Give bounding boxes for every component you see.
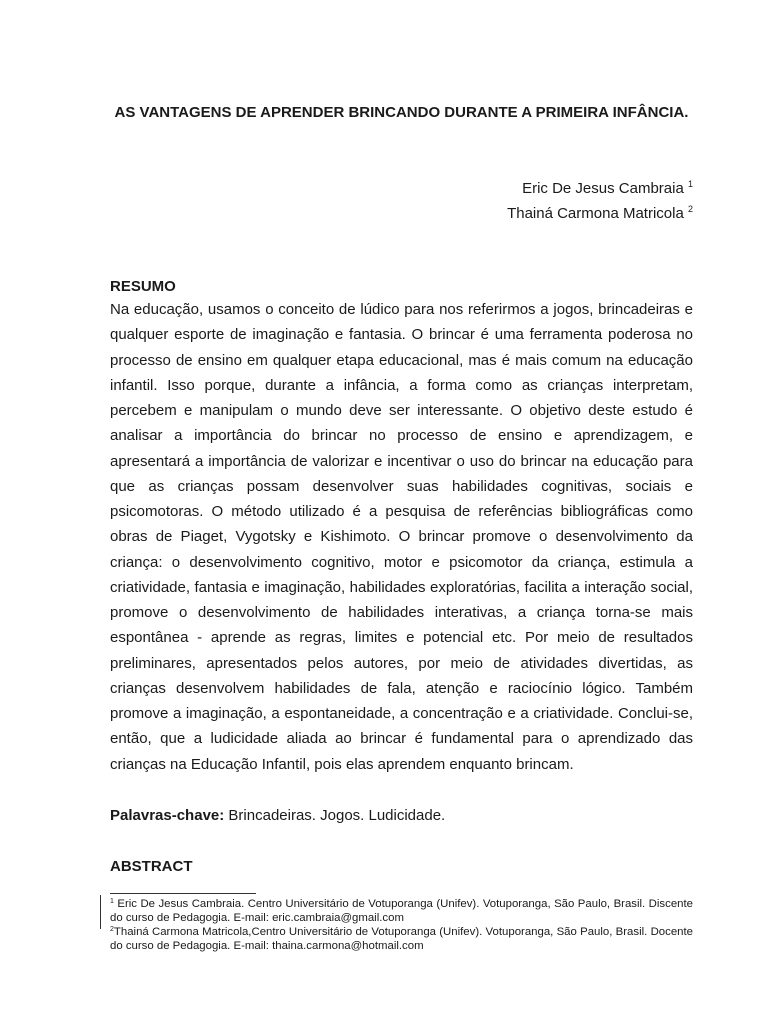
resumo-body: Na educação, usamos o conceito de lúdico para nos referirmos a jogos, brincadeiras e qualquer esporte de imaginação e fantasia. O brincar é uma ferramenta poderosa no processo de ensino em qualquer etapa educacional, mas é mais comum na educação infantil. Isso porque, durante a infância, a forma como as crianças interpretam, percebem e manipulam o mundo deve ser interessante. O objetivo deste estudo é analisar a importância do brincar no processo de ensino e aprendizagem, e apresentará a importância de valorizar e incentivar o uso do brincar na educação para que as crianças possam desenvolver suas habilidades cognitivas, sociais e psicomotoras. O método utilizado é a pesquisa de referências bibliográficas como obras de Piaget, Vygotsky e Kishimoto. O brincar promove o desenvolvimento da criança: o desenvolvimento cognitivo, motor e psicomotor da criança, estimula a criatividade, fantasia e imaginação, habilidades exploratórias, facilita a interação social, promove o desenvolvimento de habilidades interativas, a criança torna-se mais espontânea - aprende as regras, limites e potencial etc. Por meio de resultados preliminares, apresentados pelos autores, por meio de atividades divertidas, as crianças desenvolvem habilidades de fala, atenção e raciocínio lógico. Também promove a imaginação, a espontaneidade, a concentração e a criatividade. Conclui-se, então, que a ludicidade aliada ao brincar é fundamental para o aprendizado das crianças na Educação Infantil, pois elas aprendem enquanto brincam.	[110, 301, 693, 773]
keywords-label: Palavras-chave:	[110, 807, 225, 824]
footnote-text: Eric De Jesus Cambraia. Centro Universitário de Votuporanga (Unifev). Votuporanga, São Paulo, Brasil. Discente do curso de Pedagogia. E-mail: eric.cambraia@gmail.com	[110, 898, 693, 924]
document-page	[110, 0, 693, 1024]
author-name: Eric De Jesus Cambraia	[522, 180, 684, 197]
margin-change-bar	[100, 895, 101, 929]
resumo-heading: RESUMO	[110, 278, 176, 295]
author-line	[507, 176, 693, 201]
abstract-heading: ABSTRACT	[110, 858, 193, 875]
footnote-mark: 2	[687, 204, 693, 214]
keywords-text: Brincadeiras. Jogos. Ludicidade.	[228, 807, 446, 824]
footnote-mark: 1	[687, 179, 693, 189]
author-block	[507, 176, 693, 226]
footnotes	[110, 897, 693, 953]
footnote-text: Thainá Carmona Matricola,Centro Universitário de Votuporanga (Unifev). Votuporanga, São Paulo, Brasil. Docente do curso de Pedagogia. E-mail: thaina.carmona@hotmail.com	[110, 926, 693, 952]
footnote	[110, 897, 693, 925]
author-line	[507, 201, 693, 226]
footnote	[110, 925, 693, 953]
keywords-line	[110, 806, 445, 826]
footnote-separator	[110, 893, 256, 894]
footnote-mark: 2	[110, 926, 114, 933]
footnote-mark: 1	[110, 898, 114, 905]
paper-title: AS VANTAGENS DE APRENDER BRINCANDO DURANTE A PRIMEIRA INFÂNCIA.	[114, 104, 689, 121]
author-name: Thainá Carmona Matricola	[507, 205, 684, 222]
